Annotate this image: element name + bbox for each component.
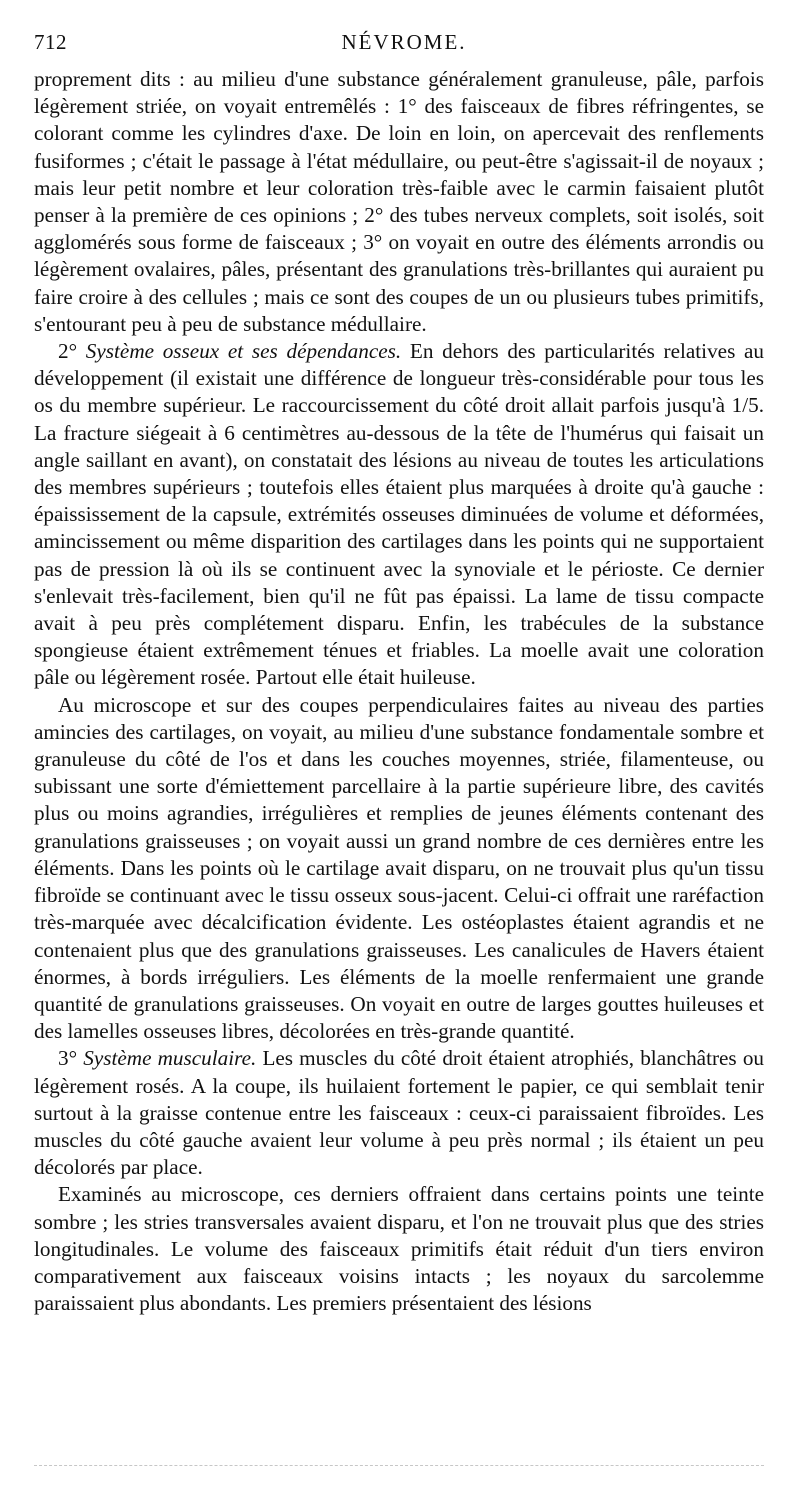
paragraph-text: Au microscope et sur des coupes perpendiculaires faites au niveau des parties amincies des cartilages, on voyait, au milieu d'une substance fondamentale sombre et granuleuse du côté de l'os et dans les couches moyennes, striée, filamenteuse, ou subissant une sorte d'émiettement parcellaire à la partie supérieure libre, des cavités plus ou moins agrandies, irrégulières et remplies de jeunes éléments contenant des granulations graisseuses ; on voyait aussi un grand nombre de ces dernières entre les éléments. Dans les points où le cartilage avait disparu, on ne trouvait plus qu'un tissu fibroïde se continuant avec le tissu osseux sous-jacent. Celui-ci offrait une raréfaction très-marquée avec décalcification évidente. Les ostéoplastes étaient agrandis et ne contenaient plus que des granulations graisseuses. Les canalicules de Havers étaient énormes, à bords irréguliers. Les éléments de la moelle renfermaient une grande quantité de granulations graisseuses. On voyait en outre de larges gouttes huileuses et des lamelles osseuses libres, décolorées en très-grande quantité.: [34, 692, 764, 1044]
paragraph-microscope-cartilage: [34, 692, 764, 1046]
paragraph-bone-system: [34, 338, 764, 692]
paragraph-text: En dehors des particularités relatives au développement (il existait une différence de longueur très-considérable pour tous les os du membre supérieur. Le raccourcissement du côté droit allait parfois jusqu'à 1/5. La fracture siégeait à 6 centimètres au-dessous de la tête de l'humérus qui faisait un angle saillant en avant), on constatait des lésions au niveau de toutes les articulations des membres supérieurs ; toutefois elles étaient plus marquées à droite qu'à gauche : épaississement de la capsule, extrémités osseuses diminuées de volume et déformées, amincissement ou même disparition des cartilages dans les points qui ne supportaient pas de pression là où ils se continuent avec la synoviale et le périoste. Ce dernier s'enlevait très-facilement, bien qu'il ne fût pas épaissi. La lame de tissu compacte avait à peu près complétement disparu. Enfin, les trabécules de la substance spongieuse étaient extrêmement ténues et friables. La moelle avait une coloration pâle ou légèrement rosée. Partout elle était huileuse.: [34, 339, 765, 690]
paragraph-text: Examinés au microscope, ces derniers offraient dans certains points une teinte sombre ; les stries transversales avaient disparu, et l'on ne trouvait plus que des stries longitudinales. Le volume des faisceaux primitifs était réduit d'un tiers environ comparativement aux faisceaux voisins intacts ; les noyaux du sarcolemme paraissaient plus abondants. Les premiers présentaient des lésions: [34, 1182, 764, 1316]
paragraph-text: proprement dits : au milieu d'une substance généralement granuleuse, pâle, parfois légèrement striée, on voyait entremêlés : 1° des faisceaux de fibres réfringentes, se colorant comme les cylindres d'axe. De loin en loin, on apercevait des renflements fusiformes ; c'était le passage à l'état médullaire, ou peut-être s'agissait-il de noyaux ; mais leur petit nombre et leur coloration très-faible avec le carmin faisaient plutôt penser à la première de ces opinions ; 2° des tubes nerveux complets, soit isolés, soit agglomérés sous forme de faisceaux ; 3° on voyait en outre des éléments arrondis ou légèrement ovalaires, pâles, présentant des granulations très-brillantes qui auraient pu faire croire à des cellules ; mais ce sont des coupes de un ou plusieurs tubes primitifs, s'entourant peu à peu de substance médullaire.: [34, 67, 764, 336]
running-head: [34, 30, 774, 60]
section-heading: Système osseux et ses dépendances.: [85, 339, 402, 364]
section-number: 2°: [58, 339, 78, 364]
footer-rule: [34, 1465, 764, 1466]
section-heading: Système musculaire.: [83, 1046, 257, 1071]
paragraph-muscle-system: [34, 1045, 764, 1181]
page-number: 712: [34, 30, 67, 54]
running-title: NÉVROME.: [341, 30, 467, 54]
paragraph-text: Les muscles du côté droit étaient atrophiés, blanchâtres ou légèrement rosés. A la coupe, ils huilaient fortement le papier, ce qui semblait tenir surtout à la graisse contenue entre les faisceaux : ceux-ci paraissaient fibroïdes. Les muscles du côté gauche avaient leur volume à peu près normal ; ils étaient un peu décolorés par place.: [34, 1046, 765, 1180]
paragraph-nerve-elements: [34, 66, 764, 338]
paragraph-microscope-muscle: [34, 1181, 764, 1317]
body-text: [34, 66, 764, 1317]
section-number: 3°: [58, 1046, 78, 1071]
